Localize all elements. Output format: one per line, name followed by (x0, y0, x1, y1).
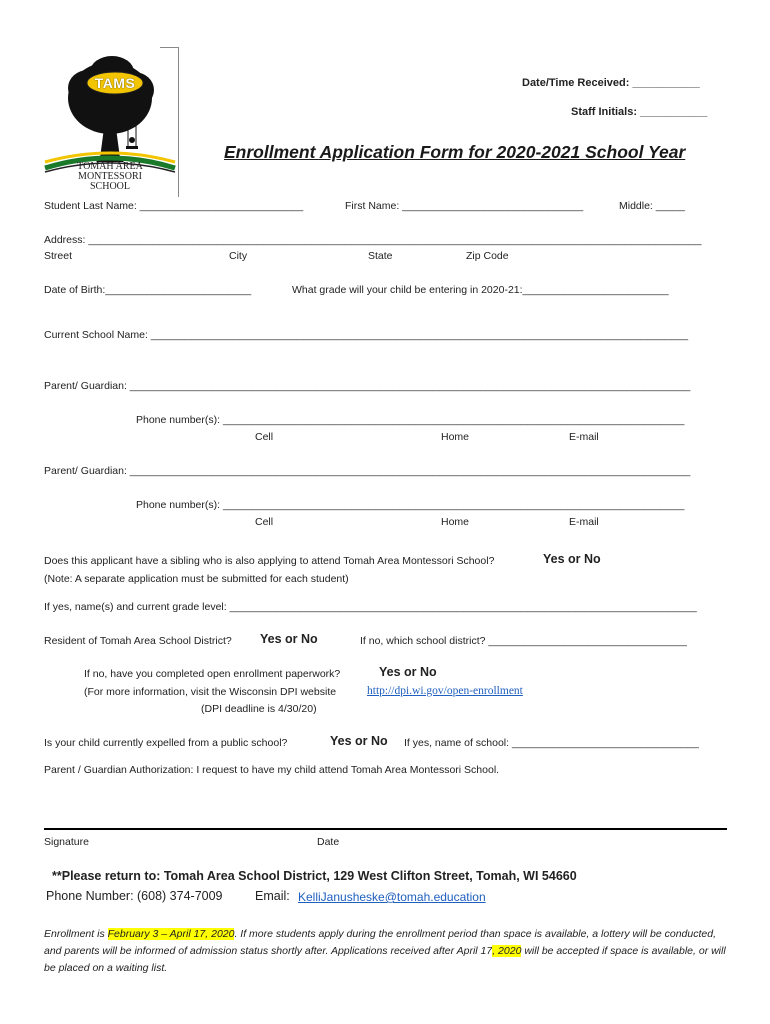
email-label-1: E-mail (569, 431, 599, 443)
authorization-text: Parent / Guardian Authorization: I request to have my child attend Tomah Area Montessori School. (44, 764, 500, 776)
sibling-question: Does this applicant have a sibling who is also applying to attend Tomah Area Montessori School? (44, 555, 495, 567)
grade-field[interactable]: What grade will your child be entering in 2020-21:_________________________ (292, 284, 669, 296)
form-title: Enrollment Application Form for 2020-2021 School Year (224, 142, 686, 162)
sibling-names-field[interactable]: If yes, name(s) and current grade level: ________________________________________________________________________________ (44, 601, 697, 613)
street-label: Street (44, 250, 73, 262)
logo-name-line3: SCHOOL (89, 181, 130, 192)
date-label: Date (317, 836, 340, 848)
staff-initials-field[interactable]: Staff Initials: ___________ (571, 106, 708, 118)
email-label-2: E-mail (569, 516, 599, 528)
phone-numbers-2-field[interactable]: Phone number(s): _______________________________________________________________________________ (136, 499, 685, 511)
cell-label-1: Cell (255, 431, 274, 443)
state-label: State (368, 250, 393, 262)
footer-text-1: Enrollment is (44, 928, 108, 940)
sibling-note: (Note: A separate application must be submitted for each student) (44, 573, 349, 585)
return-email-link[interactable]: KelliJanusheske@tomah.education (298, 890, 486, 904)
resident-question: Resident of Tomah Area School District? (44, 635, 232, 647)
address-field[interactable]: Address: _________________________________________________________________________________________________________ (44, 234, 702, 246)
parent-guardian-2-field[interactable]: Parent/ Guardian: ________________________________________________________________________________________________ (44, 465, 691, 477)
first-name-field[interactable]: First Name: _______________________________ (345, 200, 584, 212)
enrollment-footer (44, 926, 734, 977)
return-address: **Please return to: Tomah Area School District, 129 West Clifton Street, Tomah, WI 54660 (52, 869, 577, 883)
open-enrollment-yes-or-no[interactable]: Yes or No (379, 665, 437, 679)
cell-label-2: Cell (255, 516, 274, 528)
logo-badge-text: TAMS (94, 75, 136, 91)
year-highlight: , 2020 (492, 945, 522, 957)
expelled-question: Is your child currently expelled from a public school? (44, 737, 288, 749)
logo-border-right (178, 47, 179, 197)
date-of-birth-field[interactable]: Date of Birth:_________________________ (44, 284, 252, 296)
home-label-1: Home (441, 431, 470, 443)
return-email-label: Email: (255, 889, 290, 903)
date-received-field[interactable]: Date/Time Received: ___________ (522, 77, 700, 89)
phone-numbers-1-field[interactable]: Phone number(s): _______________________________________________________________________________ (136, 414, 685, 426)
student-last-name-field[interactable]: Student Last Name: ____________________________ (44, 200, 304, 212)
sibling-yes-or-no[interactable]: Yes or No (543, 552, 601, 566)
logo-name-line2: MONTESSORI (78, 171, 142, 182)
home-label-2: Home (441, 516, 470, 528)
signature-label: Signature (44, 836, 89, 848)
open-enrollment-question: If no, have you completed open enrollment paperwork? (84, 668, 341, 680)
dpi-website-link[interactable]: http://dpi.wi.gov/open-enrollment (367, 685, 523, 697)
school-name-field[interactable]: If yes, name of school: ________________________________ (404, 737, 699, 749)
dpi-deadline-text: (DPI deadline is 4/30/20) (201, 703, 317, 715)
current-school-field[interactable]: Current School Name: ____________________________________________________________________________________________ (44, 329, 689, 341)
resident-yes-or-no[interactable]: Yes or No (260, 632, 318, 646)
parent-guardian-1-field[interactable]: Parent/ Guardian: ________________________________________________________________________________________________ (44, 380, 691, 392)
logo-name-line1: TOMAH AREA (77, 161, 143, 172)
middle-name-field[interactable]: Middle: _____ (619, 200, 685, 212)
school-district-field[interactable]: If no, which school district? __________________________________ (360, 635, 687, 647)
school-logo (40, 50, 180, 196)
expelled-yes-or-no[interactable]: Yes or No (330, 734, 388, 748)
more-info-text: (For more information, visit the Wisconsin DPI website (84, 686, 337, 698)
footer-text-2: . If more students apply during the enrollment period than space is available, a lottery will be conducted, and parents will be informed of admission status shortly after. Applications received after April 17 (44, 928, 716, 957)
footer-text-3: will be accepted if space is available, or will be placed on a waiting list. (44, 945, 726, 974)
logo-border-top (160, 47, 179, 48)
enrollment-dates-highlight: February 3 – April 17, 2020 (107, 928, 235, 940)
zip-label: Zip Code (466, 250, 509, 262)
return-phone: Phone Number: (608) 374-7009 (46, 889, 223, 903)
city-label: City (229, 250, 248, 262)
signature-line[interactable] (44, 828, 727, 830)
